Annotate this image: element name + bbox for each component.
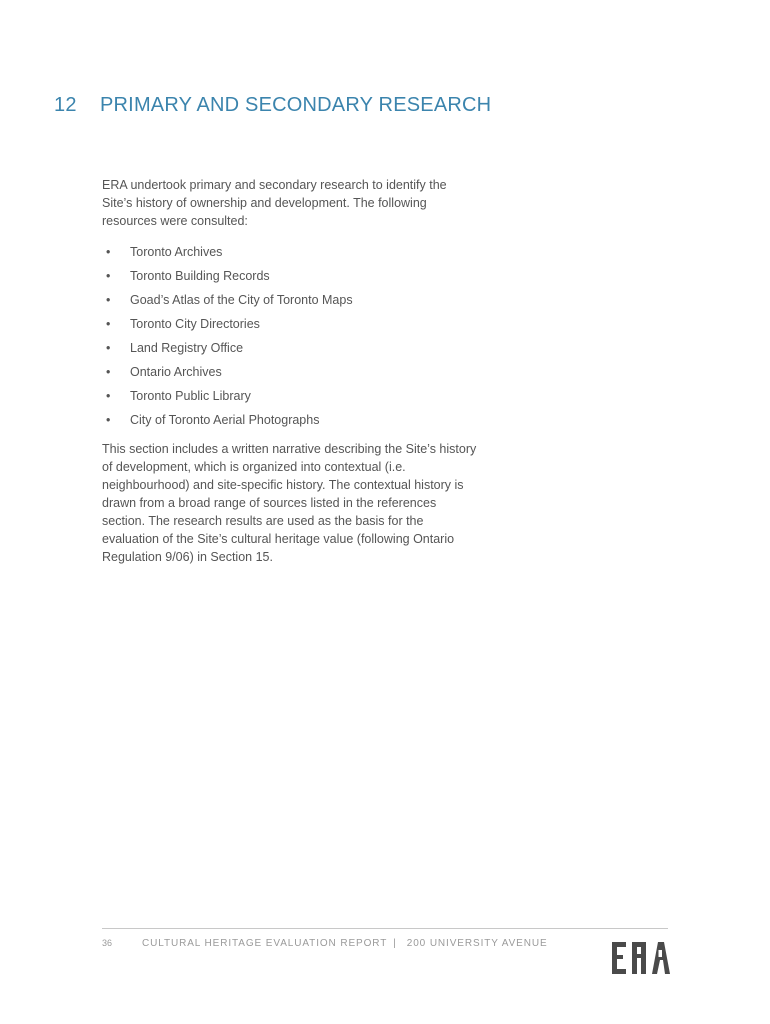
resource-label: Land Registry Office: [130, 341, 244, 355]
section-heading: [54, 94, 491, 117]
bullet: •: [106, 317, 111, 331]
section-title: PRIMARY AND SECONDARY RESEARCH: [100, 94, 492, 116]
resource-label: Toronto Archives: [130, 245, 223, 259]
list-item: [102, 336, 478, 360]
footer-divider: [102, 928, 668, 929]
list-item: [102, 240, 478, 264]
bullet: •: [106, 245, 111, 259]
intro-paragraph: ERA undertook primary and secondary research to identify the Site’s history of ownership and development. The following resources were consulted:: [102, 178, 447, 228]
resource-label: City of Toronto Aerial Photographs: [130, 413, 320, 427]
bullet: •: [106, 389, 111, 403]
list-item: [102, 360, 478, 384]
footer-address: 200 UNIVERSITY AVENUE: [406, 938, 548, 949]
resource-label: Toronto Public Library: [130, 389, 251, 403]
list-item: [102, 408, 478, 432]
list-item: [102, 312, 478, 336]
bullet: •: [106, 341, 111, 355]
bullet: •: [106, 413, 111, 427]
running-title: [142, 938, 548, 949]
resource-label: Goad’s Atlas of the City of Toronto Maps: [130, 293, 353, 307]
page-number: 36: [102, 938, 113, 948]
resource-label: Ontario Archives: [130, 365, 222, 379]
list-item: [102, 288, 478, 312]
report-title: CULTURAL HERITAGE EVALUATION REPORT: [142, 938, 388, 949]
resource-list: [102, 240, 478, 432]
list-item: [102, 264, 478, 288]
era-logo: [610, 938, 670, 978]
list-item: [102, 384, 478, 408]
section-number: 12: [54, 94, 77, 116]
bullet: •: [106, 293, 111, 307]
footer-separator: |: [393, 938, 397, 949]
bullet: •: [106, 365, 111, 379]
closing-paragraph: This section includes a written narrative describing the Site’s history of development, which is organized into contextual (i.e. neighbourhood) and site-specific history. The contextual history is drawn from a broad range of sources listed in the references section. The research results are used as the basis for the evaluation of the Site’s cultural heritage value (following Ontario Regulation 9/06) in Section 15.: [102, 442, 477, 564]
resource-label: Toronto Building Records: [130, 269, 270, 283]
bullet: •: [106, 269, 111, 283]
body-column: [102, 176, 478, 566]
resource-label: Toronto City Directories: [130, 317, 260, 331]
